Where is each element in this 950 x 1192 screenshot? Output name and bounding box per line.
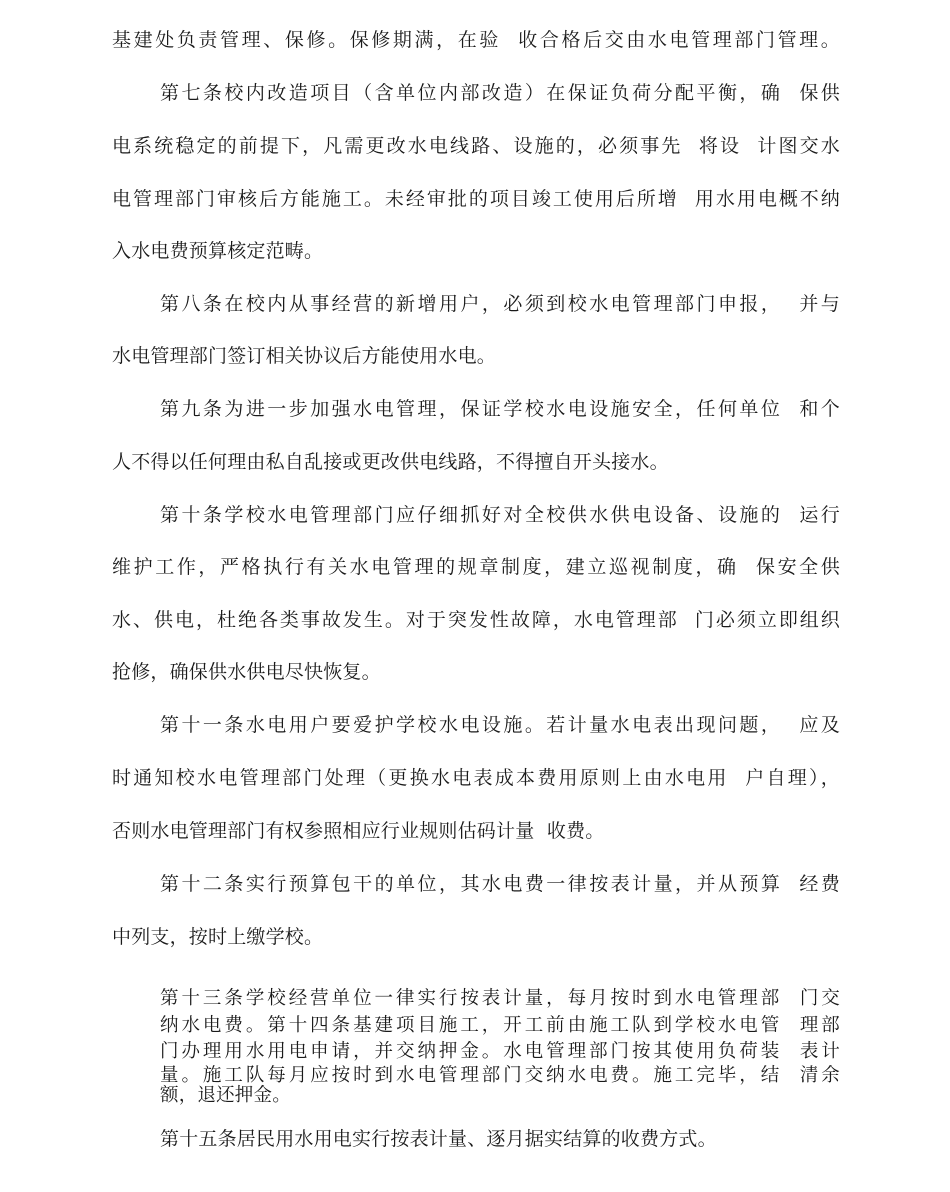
text-line: 中列支，按时上缴学校。 — [112, 926, 324, 948]
text-line: 第十五条居民用水用电实行按表计量、逐月据实结算的收费方式。 — [160, 1128, 717, 1150]
text-line: 抢修，确保供水供电尽快恢复。 — [112, 661, 381, 683]
text-line: 第十条学校水电管理部门应仔细抓好对全校供水供电设备、设施的 运行 — [160, 504, 840, 526]
text-line: 人不得以任何理由私自乱接或更改供电线路，不得擅自开头接水。 — [112, 451, 669, 473]
text-line: 第九条为进一步加强水电管理，保证学校水电设施安全，任何单位 和个 — [160, 398, 840, 420]
text-line: 第七条校内改造项目（含单位内部改造）在保证负荷分配平衡，确 保供 — [160, 82, 840, 104]
text-line: 电管理部门审核后方能施工。未经审批的项目竣工使用后所增 用水用电概不纳 — [112, 188, 840, 210]
text-line: 第十二条实行预算包干的单位，其水电费一律按表计量，并从预算 经费 — [160, 873, 840, 895]
text-line: 门办理用水用电申请，并交纳押金。水电管理部门按其使用负荷装 表计 — [160, 1041, 840, 1062]
text-line: 维护工作，严格执行有关水电管理的规章制度，建立巡视制度，确 保安全供 — [112, 556, 840, 578]
text-line: 电系统稳定的前提下，凡需更改水电线路、设施的，必须事先 将设 计图交水 — [112, 135, 840, 157]
text-line: 第八条在校内从事经营的新增用户，必须到校水电管理部门申报， 并与 — [160, 293, 840, 315]
text-line: 入水电费预算核定范畴。 — [112, 240, 324, 262]
text-line: 基建处负责管理、保修。保修期满，在验 收合格后交由水电管理部门管理。 — [112, 29, 840, 51]
text-line: 时通知校水电管理部门处理（更换水电表成本费用原则上由水电用 户自理）， — [112, 767, 840, 789]
text-line: 第十三条学校经营单位一律实行按表计量，每月按时到水电管理部 门交 — [160, 988, 840, 1009]
text-line: 第十一条水电用户要爱护学校水电设施。若计量水电表出现问题， 应及 — [160, 714, 840, 736]
text-line: 水电管理部门签订相关协议后方能使用水电。 — [112, 345, 497, 367]
text-line: 水、供电，杜绝各类事故发生。对于突发性故障，水电管理部 门必须立即组织 — [112, 609, 840, 631]
text-line: 纳水电费。第十四条基建项目施工，开工前由施工队到学校水电管 理部 — [160, 1015, 840, 1036]
text-line: 额，退还押金。 — [160, 1085, 291, 1106]
text-line: 量。施工队每月应按时到水电管理部门交纳水电费。施工完毕，结 清余 — [160, 1065, 840, 1086]
text-line: 否则水电管理部门有权参照相应行业规则估码计量 收费。 — [112, 820, 605, 842]
